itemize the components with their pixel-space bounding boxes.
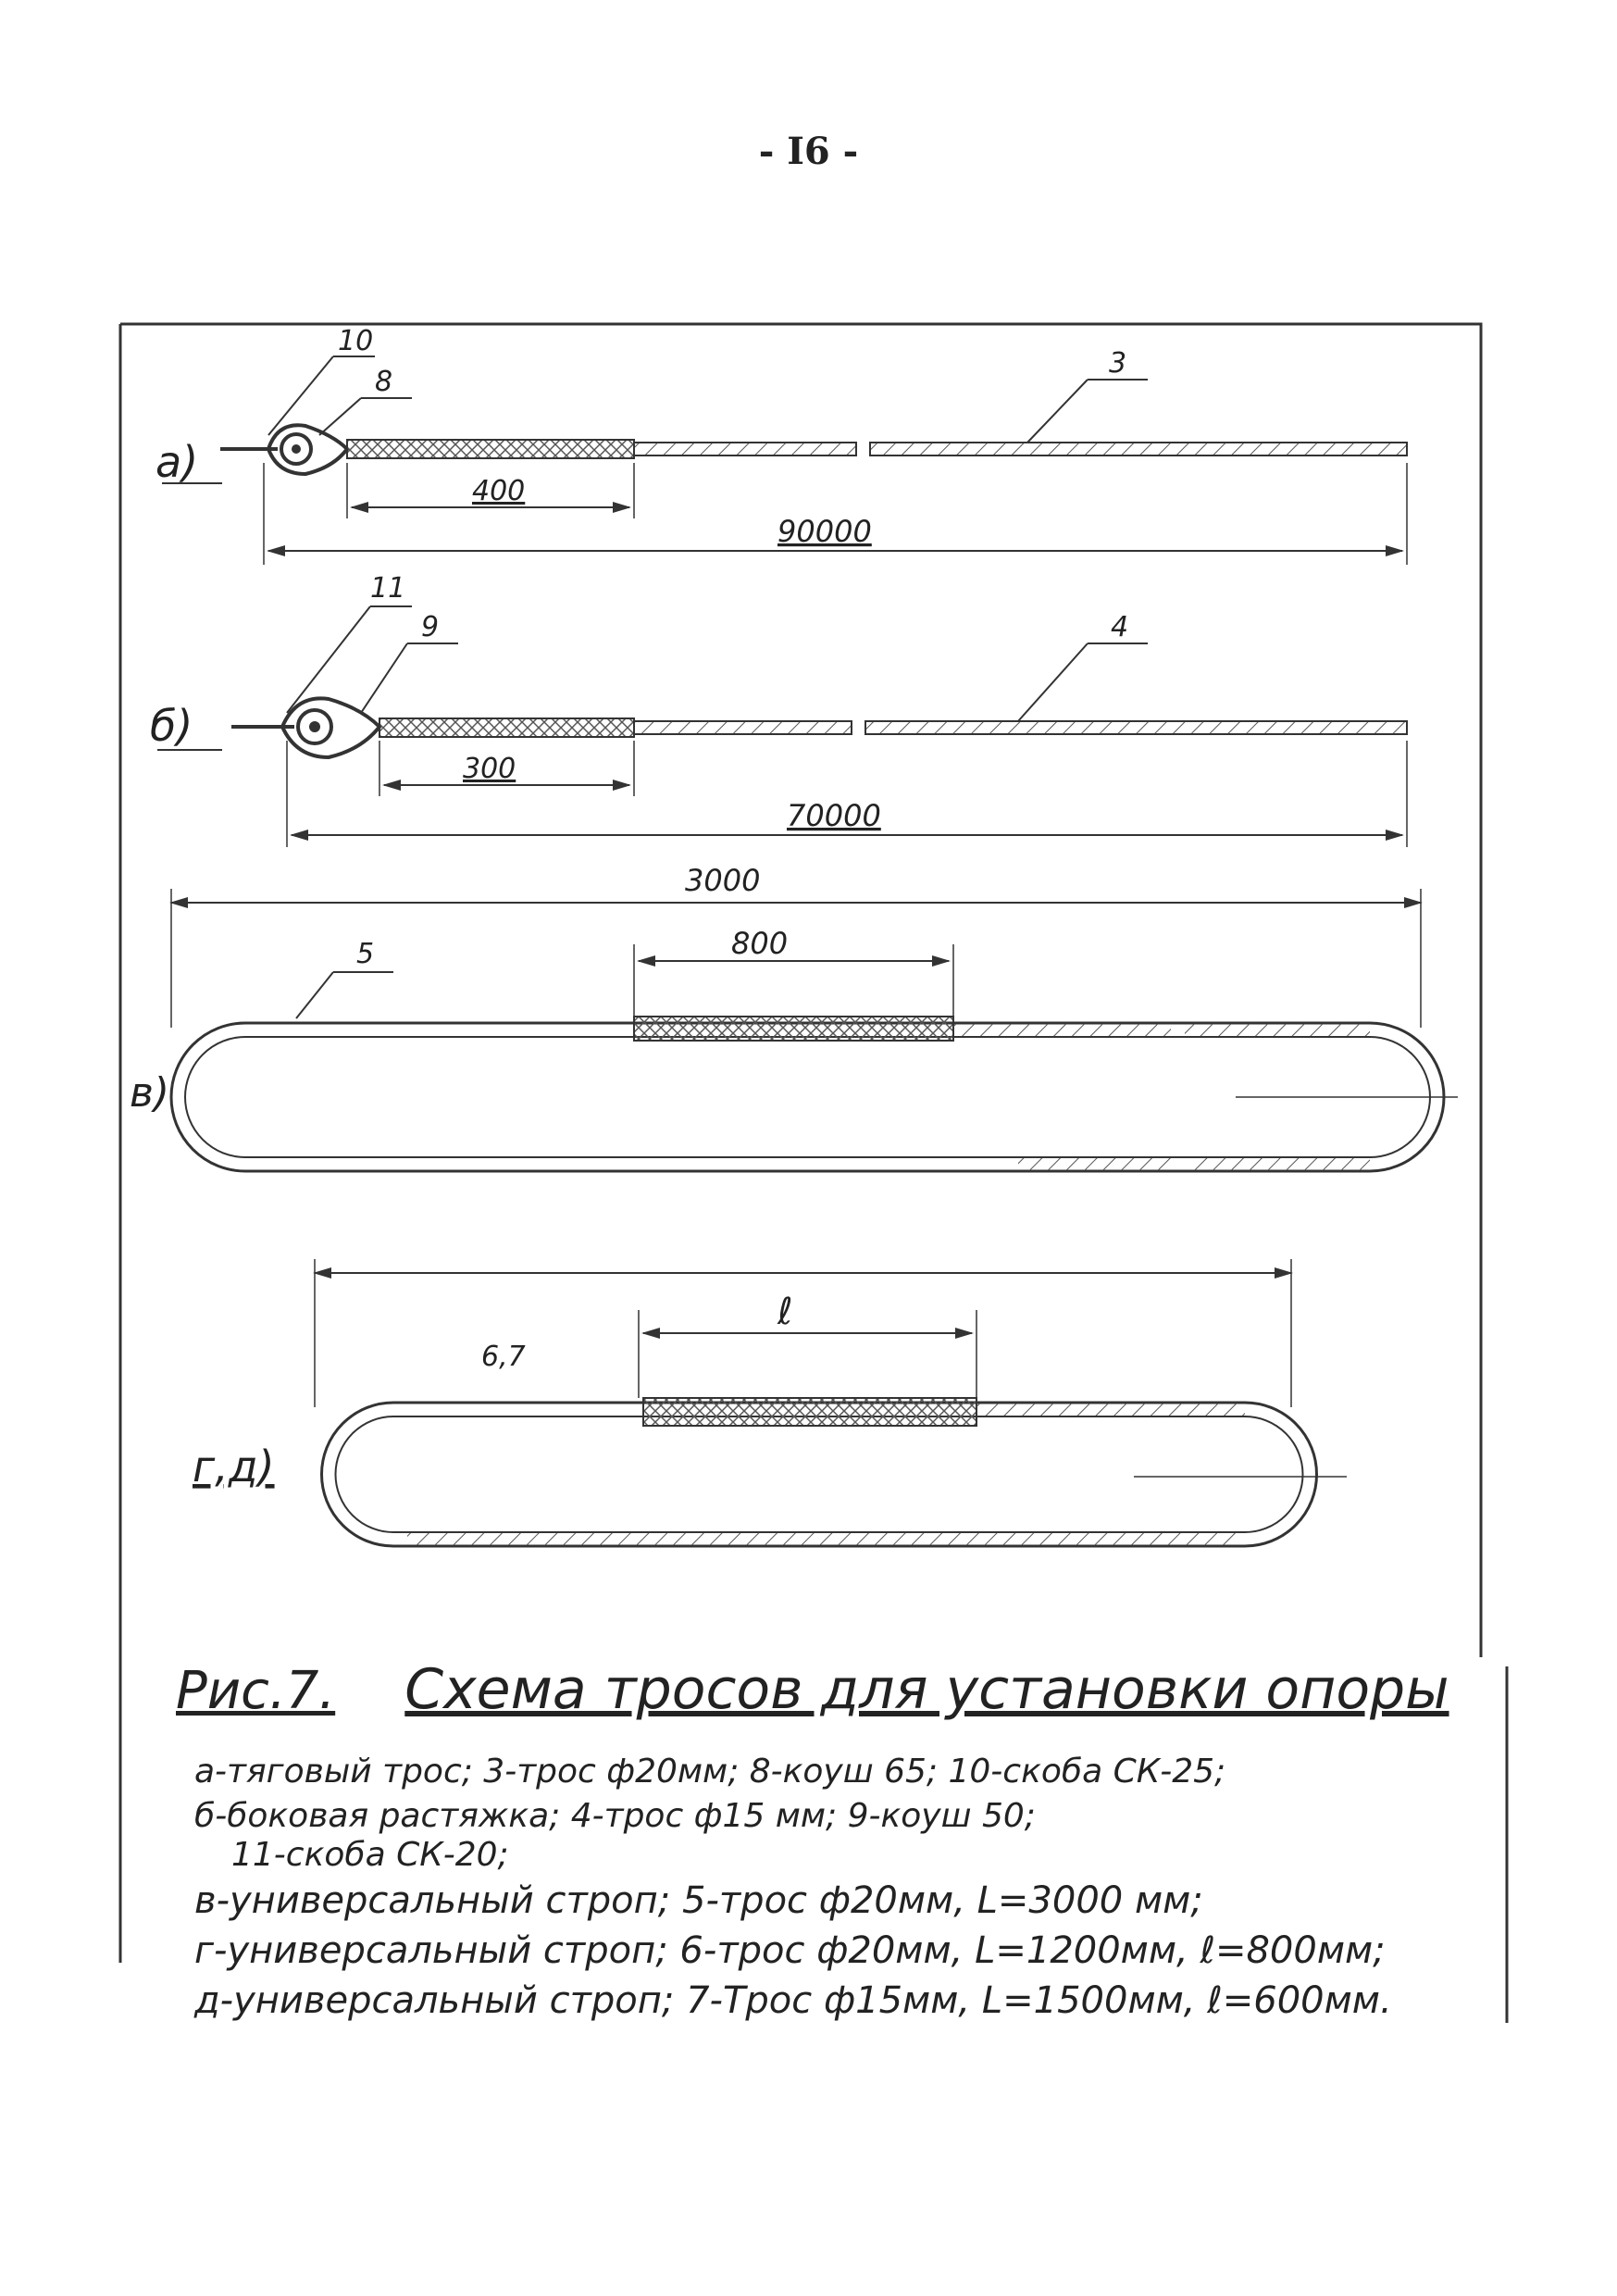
dim-v-total: 3000 [685, 863, 761, 898]
cable-v [130, 863, 1458, 1171]
tag-gd: г,д) [193, 1441, 275, 1491]
callout-9: 9 [421, 611, 440, 643]
legend-line-b-cont: 11-скоба СК-20; [231, 1836, 509, 1874]
legend-line-g: г-универсальный строп; 6-трос ф20мм, L=1200мм, ℓ=800мм; [194, 1929, 1386, 1972]
legend-line-a: а-тяговый трос; 3-трос ф20мм; 8-коуш 65; 10-скоба СК-25; [194, 1753, 1226, 1791]
callout-10: 10 [338, 325, 374, 357]
page-number: - I6 - [758, 130, 859, 173]
callout-4: 4 [1111, 611, 1129, 643]
figure-title: Схема тросов для установки опоры [404, 1657, 1449, 1722]
tag-v: в) [130, 1069, 170, 1117]
callout-8: 8 [375, 366, 393, 398]
legend-line-v: в-универсальный строп; 5-трос ф20мм, L=3000 мм; [194, 1879, 1203, 1922]
callout-3: 3 [1109, 347, 1127, 380]
legend-line-b: б-боковая растяжка; 4-трос ф15 мм; 9-коуш 50; [194, 1797, 1036, 1835]
callout-11: 11 [370, 572, 406, 605]
figure-label: Рис.7. [176, 1661, 336, 1721]
callout-5: 5 [356, 938, 375, 970]
dim-a-splice: 400 [472, 475, 526, 507]
dim-b-total: 70000 [787, 798, 881, 833]
cable-a [155, 325, 1407, 565]
dim-v-splice: 800 [731, 926, 789, 961]
dim-b-splice: 300 [463, 753, 516, 785]
cable-gd [193, 1259, 1347, 1546]
tag-a: а) [155, 437, 199, 487]
figure-caption [176, 1657, 1472, 1722]
legend-line-d: д-универсальный строп; 7-Трос ф15мм, L=1500мм, ℓ=600мм. [194, 1979, 1392, 2022]
legend [194, 1750, 1527, 2026]
tag-b: б) [150, 701, 193, 751]
dim-gd-splice: ℓ [777, 1291, 793, 1333]
dim-a-total: 90000 [777, 514, 872, 549]
callout-6-7: 6,7 [481, 1341, 526, 1373]
cable-b [150, 572, 1407, 847]
